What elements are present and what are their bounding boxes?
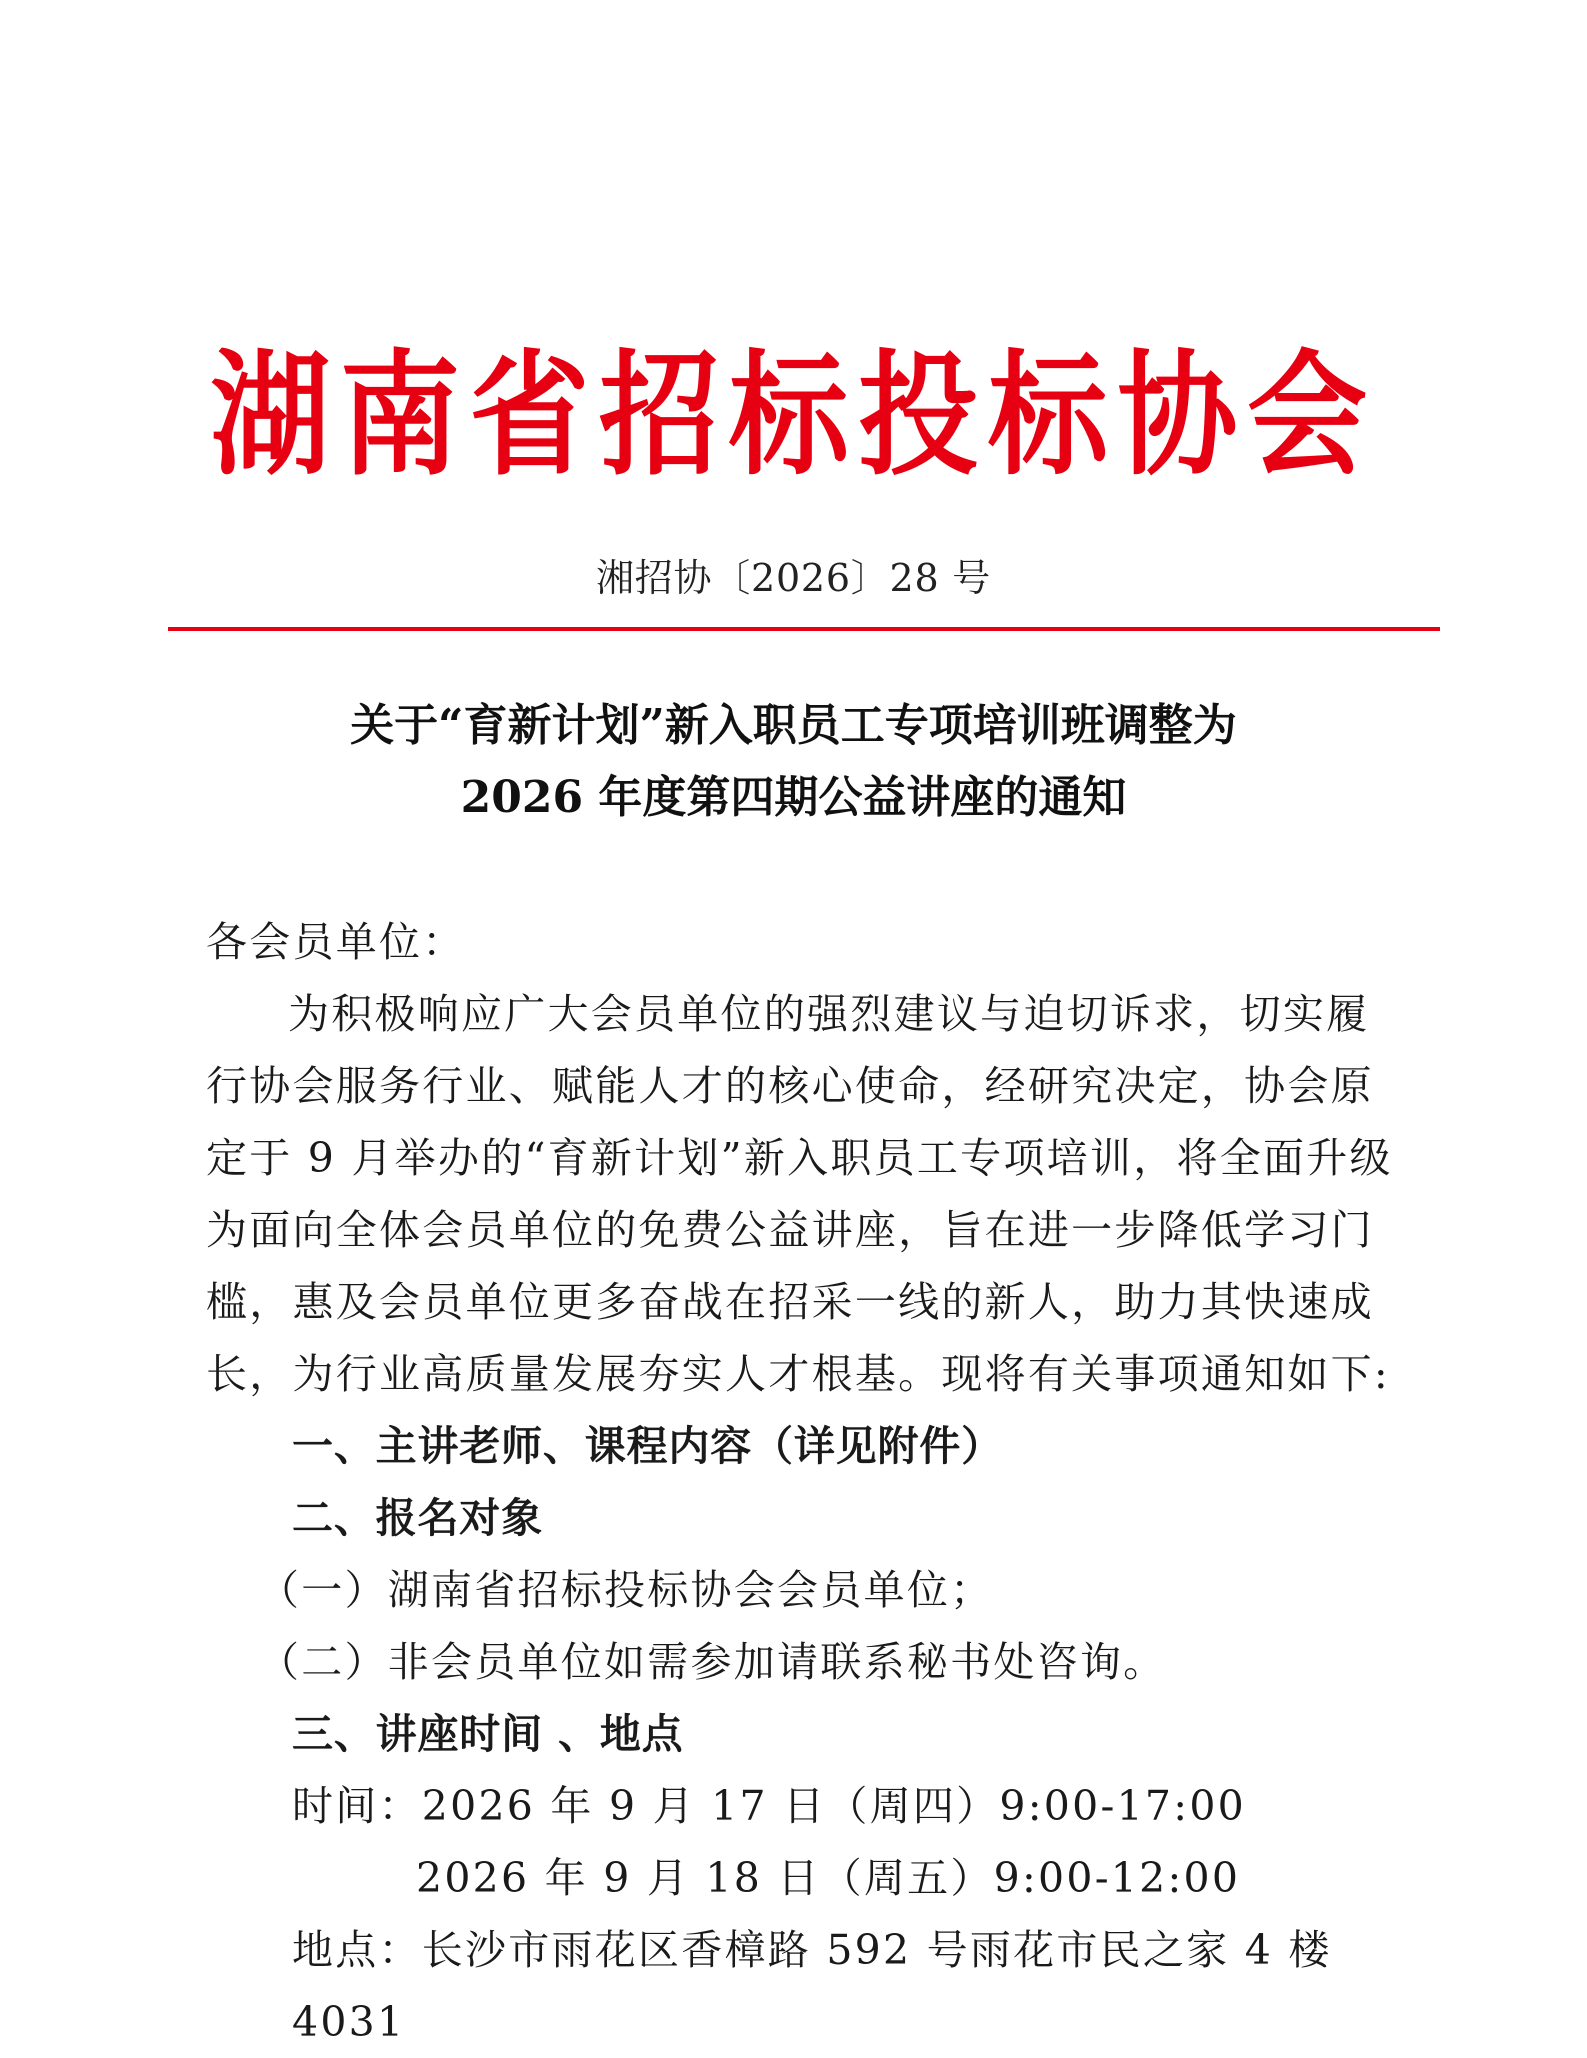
section-3-heading: 三、讲座时间 、地点	[292, 1710, 684, 1758]
organization-name-heading: 湖南省招标投标协会	[210, 338, 1377, 495]
section-1-heading: 一、主讲老师、课程内容（详见附件）	[292, 1422, 1003, 1470]
document-number: 湘招协〔2026〕28 号	[595, 556, 992, 600]
intro-paragraph: 为积极响应广大会员单位的强烈建议与迫切诉求，切实履行协会服务行业、赋能人才的核心使命，经研究决定，协会原定于 9 月举办的“育新计划”新入职员工专项培训，将全面升级为面向全体会员单位的免费公益讲座，旨在进一步降低学习门槛，惠及会员单位更多奋战在招采一线的新人，助力其快速成长，为行业高质量发展夯实人才根基。现将有关事项通知如下:	[206, 990, 1393, 1398]
notice-body	[206, 906, 1396, 2058]
section-2-item-1: （一）湖南省招标投标协会会员单位；	[258, 1566, 994, 1614]
time-line-1: 时间：2026 年 9 月 17 日（周四）9:00-17:00	[292, 1782, 1246, 1830]
location-line: 地点：长沙市雨花区香樟路 592 号雨花市民之家 4 楼 4031	[292, 1926, 1332, 2046]
time-line-2: 2026 年 9 月 18 日（周五）9:00-12:00	[416, 1854, 1241, 1902]
notice-title	[0, 690, 1587, 834]
salutation: 各会员单位：	[206, 918, 466, 966]
section-2-heading: 二、报名对象	[292, 1494, 543, 1542]
section-2-item-2: （二）非会员单位如需参加请联系秘书处咨询。	[258, 1638, 1167, 1686]
notice-title-line-1: 关于“育新计划”新入职员工专项培训班调整为	[350, 700, 1237, 751]
red-separator-line	[168, 627, 1440, 631]
notice-title-line-2: 2026 年度第四期公益讲座的通知	[460, 772, 1127, 823]
